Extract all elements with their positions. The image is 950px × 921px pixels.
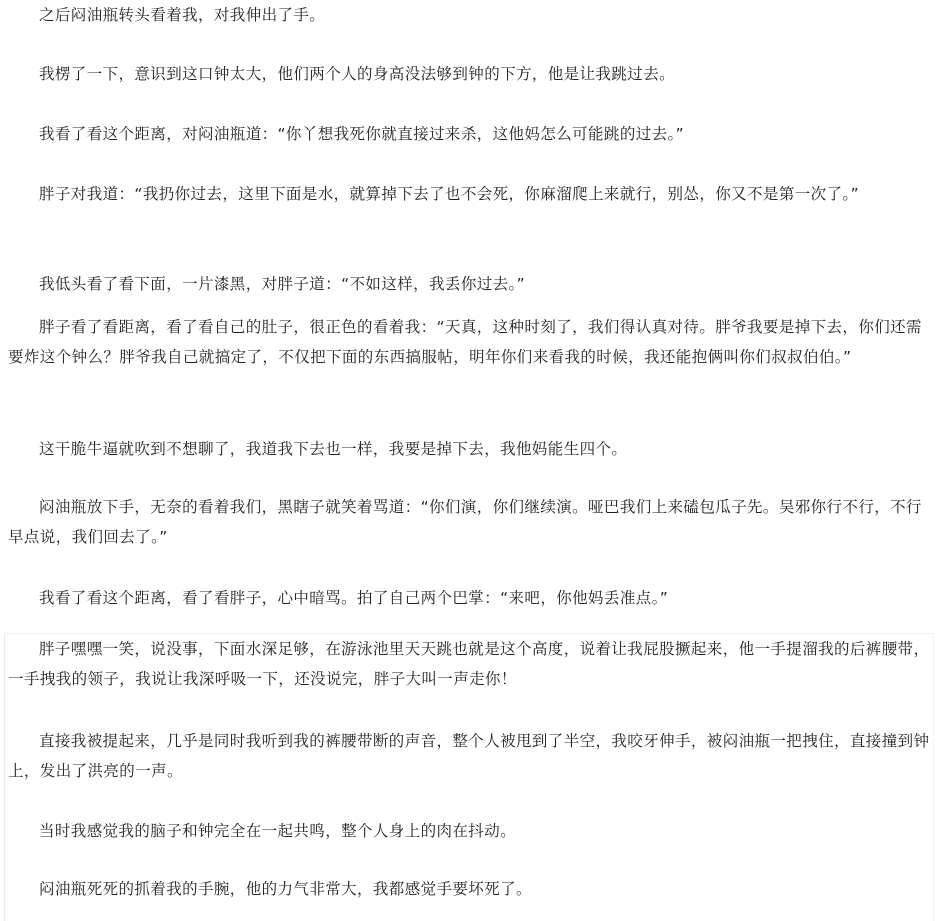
paragraph-8: 闷油瓶放下手，无奈的看着我们，黑瞎子就笑着骂道：“你们演，你们继续演。哑巴我们上来磕包瓜子先。吴邪你行不行，不行早点说，我们回去了。”	[8, 498, 922, 546]
paragraph-5: 我低头看了看下面，一片漆黑，对胖子道：“不如这样，我丢你过去。”	[39, 275, 526, 293]
paragraph-3: 我看了看这个距离，对闷油瓶道：“你丫想我死你就直接过来杀，这他妈怎么可能跳的过去。”	[39, 125, 685, 143]
paragraph-7: 这干脆牛逼就吹到不想聊了，我道我下去也一样，我要是掉下去，我他妈能生四个。	[39, 440, 628, 458]
paragraph-1: 之后闷油瓶转头看着我，对我伸出了手。	[39, 6, 326, 24]
paragraph-2: 我楞了一下，意识到这口钟太大，他们两个人的身高没法够到钟的下方，他是让我跳过去。	[39, 65, 676, 83]
paragraph-10: 胖子嘿嘿一笑，说没事，下面水深足够，在游泳池里天天跳也就是这个高度，说着让我屁股撅起来，他一手提溜我的后裤腰带，一手拽我的领子，我说让我深呼吸一下，还没说完，胖子大叫一声走你！	[8, 640, 930, 688]
paragraph-6: 胖子看了看距离，看了看自己的肚子，很正色的看着我：“天真，这种时刻了，我们得认真对待。胖爷我要是掉下去，你们还需要炸这个钟么？胖爷我自己就搞定了，不仅把下面的东西搞服帖，明年你们来看我的时候，我还能抱俩叫你们叔叔伯伯。”	[8, 318, 922, 366]
paragraph-9: 我看了看这个距离，看了看胖子，心中暗骂。拍了自己两个巴掌：“来吧，你他妈丢准点。”	[39, 589, 669, 607]
paragraph-11: 直接我被提起来，几乎是同时我听到我的裤腰带断的声音，整个人被甩到了半空，我咬牙伸手，被闷油瓶一把拽住，直接撞到钟上，发出了洪亮的一声。	[8, 732, 930, 780]
paragraph-12: 当时我感觉我的脑子和钟完全在一起共鸣，整个人身上的肉在抖动。	[39, 822, 517, 840]
paragraph-13: 闷油瓶死死的抓着我的手腕，他的力气非常大，我都感觉手要坏死了。	[39, 880, 532, 898]
paragraph-4: 胖子对我道：“我扔你过去，这里下面是水，就算掉下去了也不会死，你麻溜爬上来就行，别怂，你又不是第一次了。”	[39, 185, 860, 203]
